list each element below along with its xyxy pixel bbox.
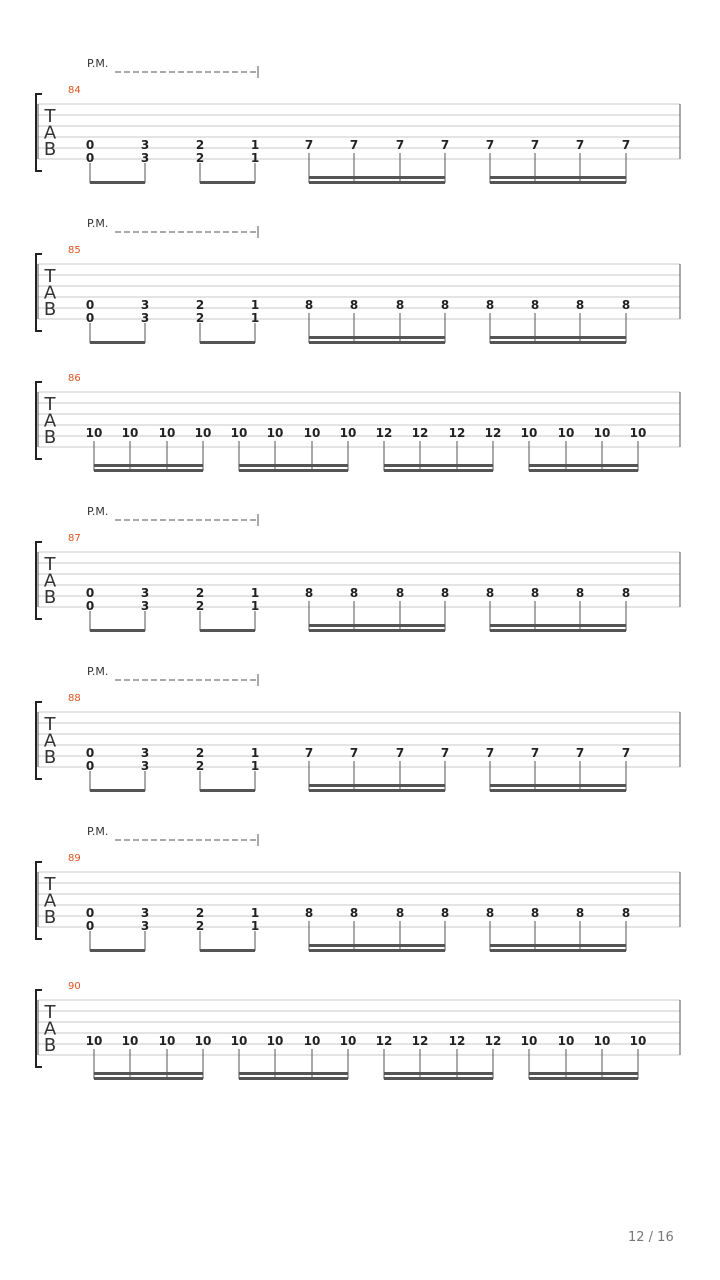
beam-secondary [490,784,626,787]
tab-clef-letter: T [44,266,56,287]
tab-clef-letter: T [44,1002,56,1023]
beam [529,1077,638,1080]
staff-system-87 [36,505,680,632]
measure-number: 88 [68,693,81,704]
fret-number: 1 [250,298,260,312]
tab-clef-letter: A [43,122,57,144]
beam [529,469,638,472]
fret-number: 10 [158,1034,176,1048]
measure-number: 87 [68,533,81,544]
fret-number: 8 [304,298,314,312]
fret-number: 3 [140,298,150,312]
fret-number: 12 [375,1034,393,1048]
fret-number: 7 [530,746,540,760]
fret-number: 8 [304,906,314,920]
tab-clef-letter: T [44,106,56,127]
tab-clef-letter: B [43,747,57,768]
beam-secondary [384,1072,493,1075]
fret-number: 7 [395,746,405,760]
fret-number: 8 [621,298,631,312]
fret-number: 10 [557,1034,575,1048]
fret-number: 10 [557,426,575,440]
fret-number: 8 [621,906,631,920]
fret-number: 1 [250,599,260,613]
beam [90,629,145,632]
fret-number: 7 [395,138,405,152]
fret-number: 8 [349,906,359,920]
palm-mute-label: P.M. [87,665,109,678]
fret-number: 2 [195,919,205,933]
tab-clef-letter: A [43,410,57,432]
fret-number: 7 [349,138,359,152]
beam [384,469,493,472]
beam [309,629,445,632]
measure-number: 89 [68,853,81,864]
fret-number: 10 [266,1034,284,1048]
tab-clef-letter: B [43,299,57,320]
tab-clef-letter: T [44,554,56,575]
fret-number: 1 [250,586,260,600]
staff-system-88 [36,665,680,792]
beam-secondary [309,784,445,787]
fret-number: 1 [250,746,260,760]
tab-clef-letter: B [43,587,57,608]
beam [90,181,145,184]
fret-number: 2 [195,586,205,600]
beam-secondary [490,944,626,947]
beam-secondary [94,464,203,467]
fret-number: 10 [629,426,647,440]
fret-number: 10 [339,426,357,440]
fret-number: 1 [250,906,260,920]
fret-number: 8 [621,586,631,600]
tab-clef-letter: A [43,570,57,592]
beam-secondary [529,1072,638,1075]
tab-clef-letter: T [44,874,56,895]
page-counter: 12 / 16 [628,1230,674,1245]
beam [200,789,255,792]
fret-number: 7 [304,138,314,152]
fret-number: 3 [140,599,150,613]
fret-number: 2 [195,759,205,773]
beam-secondary [529,464,638,467]
tab-clef-letter: A [43,730,57,752]
fret-number: 10 [230,1034,248,1048]
fret-number: 7 [440,138,450,152]
fret-number: 1 [250,151,260,165]
beam [90,789,145,792]
fret-number: 2 [195,906,205,920]
beam-secondary [239,1072,348,1075]
staff-system-90 [36,981,680,1080]
fret-number: 0 [85,919,95,933]
tab-clef-letter: T [44,714,56,735]
fret-number: 10 [230,426,248,440]
beam [90,949,145,952]
staff-system-89 [36,825,680,952]
measure-number: 86 [68,373,81,384]
staff-system-84 [36,57,680,184]
beam [384,1077,493,1080]
fret-number: 7 [575,138,585,152]
fret-number: 7 [485,746,495,760]
staff-system-86 [36,373,680,472]
fret-number: 3 [140,906,150,920]
fret-number: 10 [158,426,176,440]
beam-secondary [490,336,626,339]
fret-number: 10 [520,1034,538,1048]
tab-clef-letter: B [43,907,57,928]
beam [200,181,255,184]
fret-number: 8 [440,586,450,600]
fret-number: 1 [250,759,260,773]
fret-number: 3 [140,746,150,760]
fret-number: 12 [448,1034,466,1048]
fret-number: 2 [195,138,205,152]
staff-system-85 [36,217,680,344]
palm-mute-label: P.M. [87,505,109,518]
fret-number: 10 [303,426,321,440]
fret-number: 8 [440,906,450,920]
tab-clef-letter: A [43,282,57,304]
fret-number: 8 [485,586,495,600]
palm-mute-label: P.M. [87,57,109,70]
fret-number: 0 [85,599,95,613]
beam [309,789,445,792]
fret-number: 3 [140,151,150,165]
fret-number: 12 [375,426,393,440]
fret-number: 10 [303,1034,321,1048]
measure-number: 90 [68,981,81,992]
fret-number: 2 [195,298,205,312]
palm-mute-label: P.M. [87,825,109,838]
beam [490,789,626,792]
beam [200,949,255,952]
fret-number: 2 [195,151,205,165]
fret-number: 3 [140,759,150,773]
palm-mute-label: P.M. [87,217,109,230]
beam [90,341,145,344]
fret-number: 10 [121,426,139,440]
beam-secondary [94,1072,203,1075]
beam-secondary [309,944,445,947]
beam-secondary [490,624,626,627]
beam-secondary [309,176,445,179]
fret-number: 2 [195,311,205,325]
beam [200,341,255,344]
tab-clef-letter: T [44,394,56,415]
fret-number: 0 [85,298,95,312]
fret-number: 10 [194,426,212,440]
tab-clef-letter: B [43,139,57,160]
measure-number: 84 [68,85,81,96]
fret-number: 8 [530,906,540,920]
fret-number: 0 [85,311,95,325]
fret-number: 7 [575,746,585,760]
beam [309,181,445,184]
beam [239,469,348,472]
fret-number: 8 [575,906,585,920]
fret-number: 10 [85,1034,103,1048]
fret-number: 7 [349,746,359,760]
fret-number: 0 [85,151,95,165]
beam [200,629,255,632]
fret-number: 3 [140,586,150,600]
beam [490,341,626,344]
beam [239,1077,348,1080]
beam-secondary [384,464,493,467]
fret-number: 3 [140,138,150,152]
fret-number: 10 [121,1034,139,1048]
fret-number: 7 [485,138,495,152]
fret-number: 7 [304,746,314,760]
fret-number: 1 [250,919,260,933]
beam-secondary [490,176,626,179]
fret-number: 8 [395,586,405,600]
fret-number: 12 [411,426,429,440]
beam [309,341,445,344]
beam [490,629,626,632]
fret-number: 10 [85,426,103,440]
fret-number: 0 [85,138,95,152]
fret-number: 12 [411,1034,429,1048]
fret-number: 8 [485,906,495,920]
fret-number: 10 [194,1034,212,1048]
fret-number: 10 [629,1034,647,1048]
fret-number: 8 [440,298,450,312]
fret-number: 8 [349,586,359,600]
fret-number: 12 [484,426,502,440]
beam [94,1077,203,1080]
beam [490,181,626,184]
fret-number: 7 [440,746,450,760]
fret-number: 1 [250,138,260,152]
tab-clef-letter: A [43,1018,57,1040]
fret-number: 7 [530,138,540,152]
beam-secondary [309,624,445,627]
fret-number: 8 [530,298,540,312]
fret-number: 3 [140,311,150,325]
fret-number: 0 [85,586,95,600]
fret-number: 1 [250,311,260,325]
fret-number: 7 [621,138,631,152]
fret-number: 0 [85,759,95,773]
fret-number: 8 [304,586,314,600]
fret-number: 8 [575,298,585,312]
beam [309,949,445,952]
fret-number: 0 [85,906,95,920]
tab-clef-letter: A [43,890,57,912]
fret-number: 10 [593,1034,611,1048]
fret-number: 8 [395,298,405,312]
fret-number: 0 [85,746,95,760]
fret-number: 7 [621,746,631,760]
fret-number: 2 [195,746,205,760]
beam [94,469,203,472]
fret-number: 12 [448,426,466,440]
beam [490,949,626,952]
fret-number: 10 [266,426,284,440]
fret-number: 8 [485,298,495,312]
fret-number: 2 [195,599,205,613]
fret-number: 8 [395,906,405,920]
fret-number: 10 [593,426,611,440]
fret-number: 8 [530,586,540,600]
fret-number: 10 [520,426,538,440]
fret-number: 8 [349,298,359,312]
fret-number: 8 [575,586,585,600]
beam-secondary [309,336,445,339]
beam-secondary [239,464,348,467]
fret-number: 12 [484,1034,502,1048]
fret-number: 3 [140,919,150,933]
tab-clef-letter: B [43,427,57,448]
fret-number: 10 [339,1034,357,1048]
measure-number: 85 [68,245,81,256]
tab-clef-letter: B [43,1035,57,1056]
